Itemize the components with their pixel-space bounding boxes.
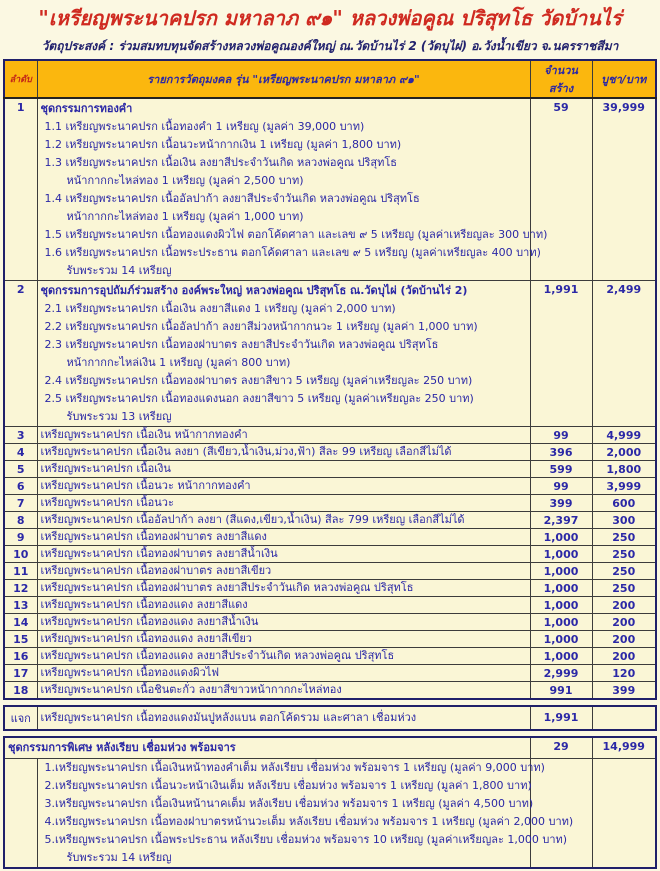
giveaway-table (3, 705, 657, 731)
row-no: 15 (4, 631, 37, 648)
detail-line: 2.1 เหรียญพระนาคปรก เนื้อเงิน ลงยาสีแดง 1 เหรียญ (มูลค่า 2,000 บาท) (44, 302, 396, 315)
detail-line: หน้ากากกะไหล่ทอง 1 เหรียญ (มูลค่า 1,000 บาท) (66, 210, 304, 223)
row-no: 2 (4, 281, 37, 427)
row-description: เหรียญพระนาคปรก เนื้อทองฝาบาตร ลงยาสีน้ำเงิน (37, 546, 530, 563)
row-price: 250 (592, 546, 656, 563)
table-row (4, 631, 656, 648)
row-description (37, 98, 548, 281)
row-price: 2,000 (592, 444, 656, 461)
special-detail-line: 2.เหรียญพระนาคปรก เนื้อนวะหน้าเงินเต็ม หลังเรียบ เชื่อมห่วง พร้อมจาร 1 เหรียญ (มูลค่า 1,800 บาท) (44, 779, 532, 792)
row-qty: 1,000 (530, 563, 592, 580)
detail-line: หน้ากากกะไหล่เงิน 1 เหรียญ (มูลค่า 800 บาท) (66, 356, 291, 369)
table-row (4, 597, 656, 614)
row-qty: 2,397 (530, 512, 592, 529)
special-table (3, 736, 657, 869)
row-no: 18 (4, 682, 37, 700)
row-description: เหรียญพระนาคปรก เนื้อทองฝาบาตร ลงยาสีแดง (37, 529, 530, 546)
table-row (4, 281, 656, 427)
row-qty: 1,000 (530, 597, 592, 614)
row-price: 3,999 (592, 478, 656, 495)
row-qty: 599 (530, 461, 592, 478)
row-description: เหรียญพระนาคปรก เนื้อทองแดง ลงยาสีเขียว (37, 631, 530, 648)
row-no: 17 (4, 665, 37, 682)
col-header-no: ลำดับ (4, 60, 37, 98)
detail-line: 2.3 เหรียญพระนาคปรก เนื้อทองฝาบาตร ลงยาสีประจำวันเกิด หลวงพ่อคูณ ปริสุทโธ (44, 338, 439, 351)
table-header-row (4, 60, 656, 98)
row-qty: 1,000 (530, 648, 592, 665)
amulet-table (3, 59, 657, 700)
row-price: 39,999 (592, 98, 656, 281)
detail-line: 2.4 เหรียญพระนาคปรก เนื้อทองฝาบาตร ลงยาสีขาว 5 เหรียญ (มูลค่าเหรียญละ 250 บาท) (44, 374, 473, 387)
row-price: 4,999 (592, 427, 656, 444)
row-description: เหรียญพระนาคปรก เนื้อชินตะกั่ว ลงยาสีขาวหน้ากากกะไหล่ทอง (37, 682, 530, 700)
row-qty: 1,000 (530, 631, 592, 648)
row-qty: 59 (530, 98, 592, 281)
row-no: 7 (4, 495, 37, 512)
row-description: เหรียญพระนาคปรก เนื้อทองแดง ลงยาสีน้ำเงิน (37, 614, 530, 631)
special-price: 14,999 (592, 737, 656, 759)
detail-line: 1.2 เหรียญพระนาคปรก เนื้อนวะหน้ากากเงิน 1 เหรียญ (มูลค่า 1,800 บาท) (44, 138, 402, 151)
table-row (4, 682, 656, 700)
detail-line: 2.2 เหรียญพระนาคปรก เนื้ออัลปาก้า ลงยาสีม่วงหน้ากากนวะ 1 เหรียญ (มูลค่า 1,000 บาท) (44, 320, 478, 333)
detail-line: 1.5 เหรียญพระนาคปรก เนื้อทองแดงผิวไฟ ตอกโค้ดศาลา และเลข ๙ 5 เหรียญ (มูลค่าเหรียญละ 300 บาท) (44, 228, 548, 241)
row-description: เหรียญพระนาคปรก เนื้อเงิน หน้ากากทองคำ (37, 427, 530, 444)
table-row (4, 580, 656, 597)
row-no: 12 (4, 580, 37, 597)
table-row (4, 546, 656, 563)
row-description: เหรียญพระนาคปรก เนื้อทองแดงผิวไฟ (37, 665, 530, 682)
row-description: เหรียญพระนาคปรก เนื้อเงิน ลงยา (สีเขียว,น้ำเงิน,ม่วง,ฟ้า) สีละ 99 เหรียญ เลือกสีไม่ได้ (37, 444, 530, 461)
row-qty: 991 (530, 682, 592, 700)
row-price: 2,499 (592, 281, 656, 427)
detail-line: หน้ากากกะไหล่ทอง 1 เหรียญ (มูลค่า 2,500 บาท) (66, 174, 304, 187)
row-no: 1 (4, 98, 37, 281)
row-no: 13 (4, 597, 37, 614)
row-no: 5 (4, 461, 37, 478)
row-no: 14 (4, 614, 37, 631)
special-qty: 29 (530, 737, 592, 759)
row-no: 3 (4, 427, 37, 444)
col-header-qty: จำนวนสร้าง (530, 60, 592, 98)
detail-line: 1.6 เหรียญพระนาคปรก เนื้อพระประธาน ตอกโค้ดศาลา และเลข ๙ 5 เหรียญ (มูลค่าเหรียญละ 400 บาท) (44, 246, 541, 259)
table-row (4, 512, 656, 529)
col-header-price: บูชา/บาท (592, 60, 656, 98)
row-no: 10 (4, 546, 37, 563)
detail-line: 2.5 เหรียญพระนาคปรก เนื้อทองแดงนอก ลงยาสีขาว 5 เหรียญ (มูลค่าเหรียญละ 250 บาท) (44, 392, 474, 405)
special-price-cell (592, 759, 656, 869)
special-items (37, 759, 574, 869)
detail-line: 1.4 เหรียญพระนาคปรก เนื้ออัลปาก้า ลงยาสีประจำวันเกิด หลวงพ่อคูณ ปริสุทโธ (44, 192, 420, 205)
row-description: เหรียญพระนาคปรก เนื้อทองแดง ลงยาสีประจำวันเกิด หลวงพ่อคูณ ปริสุทโธ (37, 648, 530, 665)
row-qty: 1,000 (530, 614, 592, 631)
special-qty-cell (530, 759, 592, 869)
giveaway-price (592, 706, 656, 730)
table-row (4, 427, 656, 444)
detail-line: รับพระรวม 14 เหรียญ (66, 264, 172, 277)
detail-line: 1.1 เหรียญพระนาคปรก เนื้อทองคำ 1 เหรียญ (มูลค่า 39,000 บาท) (44, 120, 365, 133)
row-no: 11 (4, 563, 37, 580)
row-qty: 1,000 (530, 580, 592, 597)
table-row (4, 495, 656, 512)
row-description: เหรียญพระนาคปรก เนื้อทองแดง ลงยาสีแดง (37, 597, 530, 614)
page-subtitle: วัตถุประสงค์ : ร่วมสมทบทุนจัดสร้างหลวงพ่อคูณองค์ใหญ่ ณ.วัดบ้านไร่ 2 (วัดบุไผ่) อ.วังน้ำเขียว จ.นครราชสีมา (41, 39, 619, 53)
table-row (4, 444, 656, 461)
special-items-row (4, 759, 656, 869)
row-price: 200 (592, 648, 656, 665)
row-price: 300 (592, 512, 656, 529)
amulet-table-body (4, 98, 656, 699)
row-description: เหรียญพระนาคปรก เนื้อทองฝาบาตร ลงยาสีประจำวันเกิด หลวงพ่อคูณ ปริสุทโธ (37, 580, 530, 597)
table-row (4, 614, 656, 631)
table-row (4, 529, 656, 546)
special-header-row (4, 737, 656, 759)
group-title: ชุดกรรมการทองคำ (40, 102, 133, 115)
row-price: 399 (592, 682, 656, 700)
row-price: 600 (592, 495, 656, 512)
page-title: "เหรียญพระนาคปรก มหาลาภ ๙๑" หลวงพ่อคูณ ปริสุทโธ วัดบ้านไร่ (38, 6, 622, 30)
table-row (4, 98, 656, 281)
row-description (37, 281, 530, 427)
row-qty: 399 (530, 495, 592, 512)
row-no: 4 (4, 444, 37, 461)
giveaway-no: แจก (4, 706, 37, 730)
table-row (4, 665, 656, 682)
row-qty: 99 (530, 478, 592, 495)
detail-line: 1.3 เหรียญพระนาคปรก เนื้อเงิน ลงยาสีประจำวันเกิด หลวงพ่อคูณ ปริสุทโธ (44, 156, 397, 169)
giveaway-qty: 1,991 (530, 706, 592, 730)
row-price: 250 (592, 580, 656, 597)
row-price: 250 (592, 563, 656, 580)
detail-line: รับพระรวม 13 เหรียญ (66, 410, 172, 423)
row-description: เหรียญพระนาคปรก เนื้อนวะ (37, 495, 530, 512)
row-no: 6 (4, 478, 37, 495)
row-price: 200 (592, 597, 656, 614)
special-no-cell (4, 759, 37, 869)
row-qty: 1,991 (530, 281, 592, 427)
row-price: 200 (592, 614, 656, 631)
table-row (4, 461, 656, 478)
row-description: เหรียญพระนาคปรก เนื้อทองฝาบาตร ลงยาสีเขียว (37, 563, 530, 580)
row-price: 250 (592, 529, 656, 546)
row-description: เหรียญพระนาคปรก เนื้อนวะ หน้ากากทองคำ (37, 478, 530, 495)
row-no: 8 (4, 512, 37, 529)
special-detail-line: รับพระรวม 14 เหรียญ (66, 851, 172, 864)
row-no: 9 (4, 529, 37, 546)
special-detail-line: 1.เหรียญพระนาคปรก เนื้อเงินหน้าทองคำเต็ม หลังเรียบ เชื่อมห่วง พร้อมจาร 1 เหรียญ (มูลค่า 9,000 บาท) (44, 761, 545, 774)
row-qty: 2,999 (530, 665, 592, 682)
row-price: 200 (592, 631, 656, 648)
giveaway-description: เหรียญพระนาคปรก เนื้อทองแดงมันปูหลังแบน ตอกโค้ดรวม และศาลา เชื่อมห่วง (37, 706, 530, 730)
col-header-item: รายการวัตถุมงคล รุ่น "เหรียญพระนาคปรก มหาลาภ ๙๑" (37, 60, 530, 98)
row-qty: 99 (530, 427, 592, 444)
table-row (4, 563, 656, 580)
row-no: 16 (4, 648, 37, 665)
row-description: เหรียญพระนาคปรก เนื้ออัลปาก้า ลงยา (สีแดง,เขียว,น้ำเงิน) สีละ 799 เหรียญ เลือกสีไม่ได้ (37, 512, 530, 529)
row-price: 1,800 (592, 461, 656, 478)
table-row (4, 478, 656, 495)
table-row (4, 648, 656, 665)
special-detail-line: 3.เหรียญพระนาคปรก เนื้อเงินหน้านาคเต็ม หลังเรียบ เชื่อมห่วง พร้อมจาร 1 เหรียญ (มูลค่า 4,500 บาท) (44, 797, 534, 810)
row-price: 120 (592, 665, 656, 682)
row-qty: 1,000 (530, 529, 592, 546)
special-title: ชุดกรรมการพิเศษ หลังเรียบ เชื่อมห่วง พร้อมจาร (4, 737, 530, 759)
special-detail-line: 4.เหรียญพระนาคปรก เนื้อทองฝาบาตรหน้านวะเต็ม หลังเรียบ เชื่อมห่วง พร้อมจาร 1 เหรียญ (มูลค่า 2,000 บาท) (44, 815, 574, 828)
giveaway-row (4, 706, 656, 730)
row-description: เหรียญพระนาคปรก เนื้อเงิน (37, 461, 530, 478)
row-qty: 396 (530, 444, 592, 461)
group-title: ชุดกรรมการอุปถัมภ์ร่วมสร้าง องค์พระใหญ่ หลวงพ่อคูณ ปริสุทโธ ณ.วัดบุไผ่ (วัดบ้านไร่ 2) (40, 284, 468, 297)
special-detail-line: 5.เหรียญพระนาคปรก เนื้อพระประธาน หลังเรียบ เชื่อมห่วง พร้อมจาร 10 เหรียญ (มูลค่าเหรียญละ 1,000 บาท) (44, 833, 568, 846)
row-qty: 1,000 (530, 546, 592, 563)
